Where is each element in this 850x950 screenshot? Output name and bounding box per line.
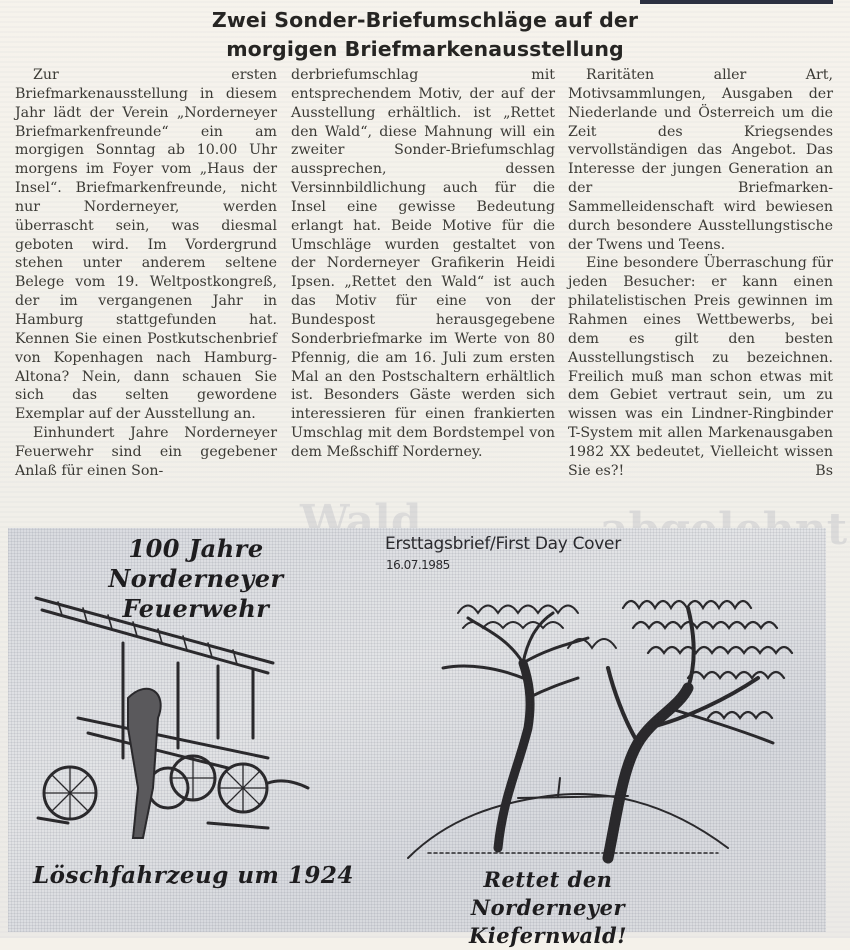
paragraph: Raritäten aller Art, Motivsammlungen, Ausgaben der Niederlande und Österreich um die Zeit des Kriegsendes vervollständigen das Angebot. Das Interesse der jungen Generation an der Briefmarken-Sammelleidenschaft wird bewiesen durch besondere Ausstellungstische der Twens und Teens. <box>568 67 833 253</box>
article-column-1 <box>15 66 277 481</box>
paragraph: Einhundert Jahre Norderneyer Feuerwehr sind ein gegebener Anlaß für einen Son- <box>15 425 277 479</box>
forest-caption-line-2: Kiefernwald! <box>469 923 627 948</box>
article-headline <box>205 6 645 64</box>
article-column-2 <box>291 66 555 462</box>
paragraph: Zur ersten Briefmarkenausstellung in diesem Jahr lädt der Verein „Norderneyer Briefmarkenfreunde“ ein am morgigen Sonntag ab 10.00 Uhr morgens im Foyer vom „Haus der Insel“. Briefmarkenfreunde, nicht nur Norderneyer, werden überrascht sein, was diesmal geboten wird. Im Vordergrund stehen unter anderem seltene Belege vom 19. Weltpostkongreß, der im vergangenen Jahr in Hamburg stattgefunden hat. Kennen Sie einen Postkutschenbrief von Kopenhagen nach Hamburg-Altona? Nein, dann schauen Sie sich das selten gewordene Exemplar auf der Ausstellung an. <box>15 67 277 423</box>
first-day-cover-illustration <box>8 528 826 948</box>
forest-caption-line-1: Rettet den Norderneyer <box>470 867 626 920</box>
fire-engine-drawing <box>28 588 328 858</box>
headline-line-2: morgigen Briefmarkenausstellung <box>226 37 624 61</box>
pine-trees-drawing <box>388 568 818 868</box>
bleed-through-text: Wald <box>300 496 422 547</box>
fire-engine-caption: Löschfahrzeug um 1924 <box>33 862 354 889</box>
top-rule <box>640 0 833 4</box>
paragraph: Eine besondere Überraschung für jeden Besucher: er kann einen philatelistischen Preis gewinnen im Rahmen eines Wettbewerbs, bei dem es gilt den besten Ausstellungstisch zu bezeichnen. Freilich muß man schon etwas mit dem Gebiet vertraut sein, um zu wissen was ein Lindner-Ringbinder T-System mit allen Markenausgaben 1982 XX bedeutet, Vielleicht wissen Sie es?! <box>568 255 833 479</box>
article-column-3 <box>568 66 833 481</box>
paragraph: derbriefumschlag mit entsprechendem Motiv, der auf der Ausstellung erhältlich. ist „Rettet den Wald“, diese Mahnung will ein zweiter Sonder-Briefumschlag aussprechen, dessen Versinnbildlichung auch für die Insel eine gewisse Bedeutung erlangt hat. Beide Motive für die Umschläge wurden gestaltet von der Norderneyer Grafikerin Heidi Ipsen. „Rettet den Wald“ ist auch das Motiv für eine von der Bundespost herausgegebene Sonderbriefmarke im Werte von 80 Pfennig, die am 16. Juli zum ersten Mal an den Postschaltern erhältlich ist. Besonders Gäste werden sich interessieren für einen frankierten Umschlag mit dem Bordstempel von dem Meßschiff Norderney. <box>291 67 555 460</box>
forest-caption <box>403 866 693 950</box>
first-day-cover-label: Ersttagsbrief/First Day Cover <box>385 534 621 554</box>
fire-brigade-title-line-2: Feuerwehr <box>122 594 270 623</box>
author-signature: Bs <box>815 462 833 479</box>
fire-brigade-title-line-1: 100 Jahre Norderneyer <box>108 534 284 593</box>
headline-line-1: Zwei Sonder-Briefumschläge auf der <box>211 8 639 32</box>
first-day-cover-date: 16.07.1985 <box>386 558 450 572</box>
